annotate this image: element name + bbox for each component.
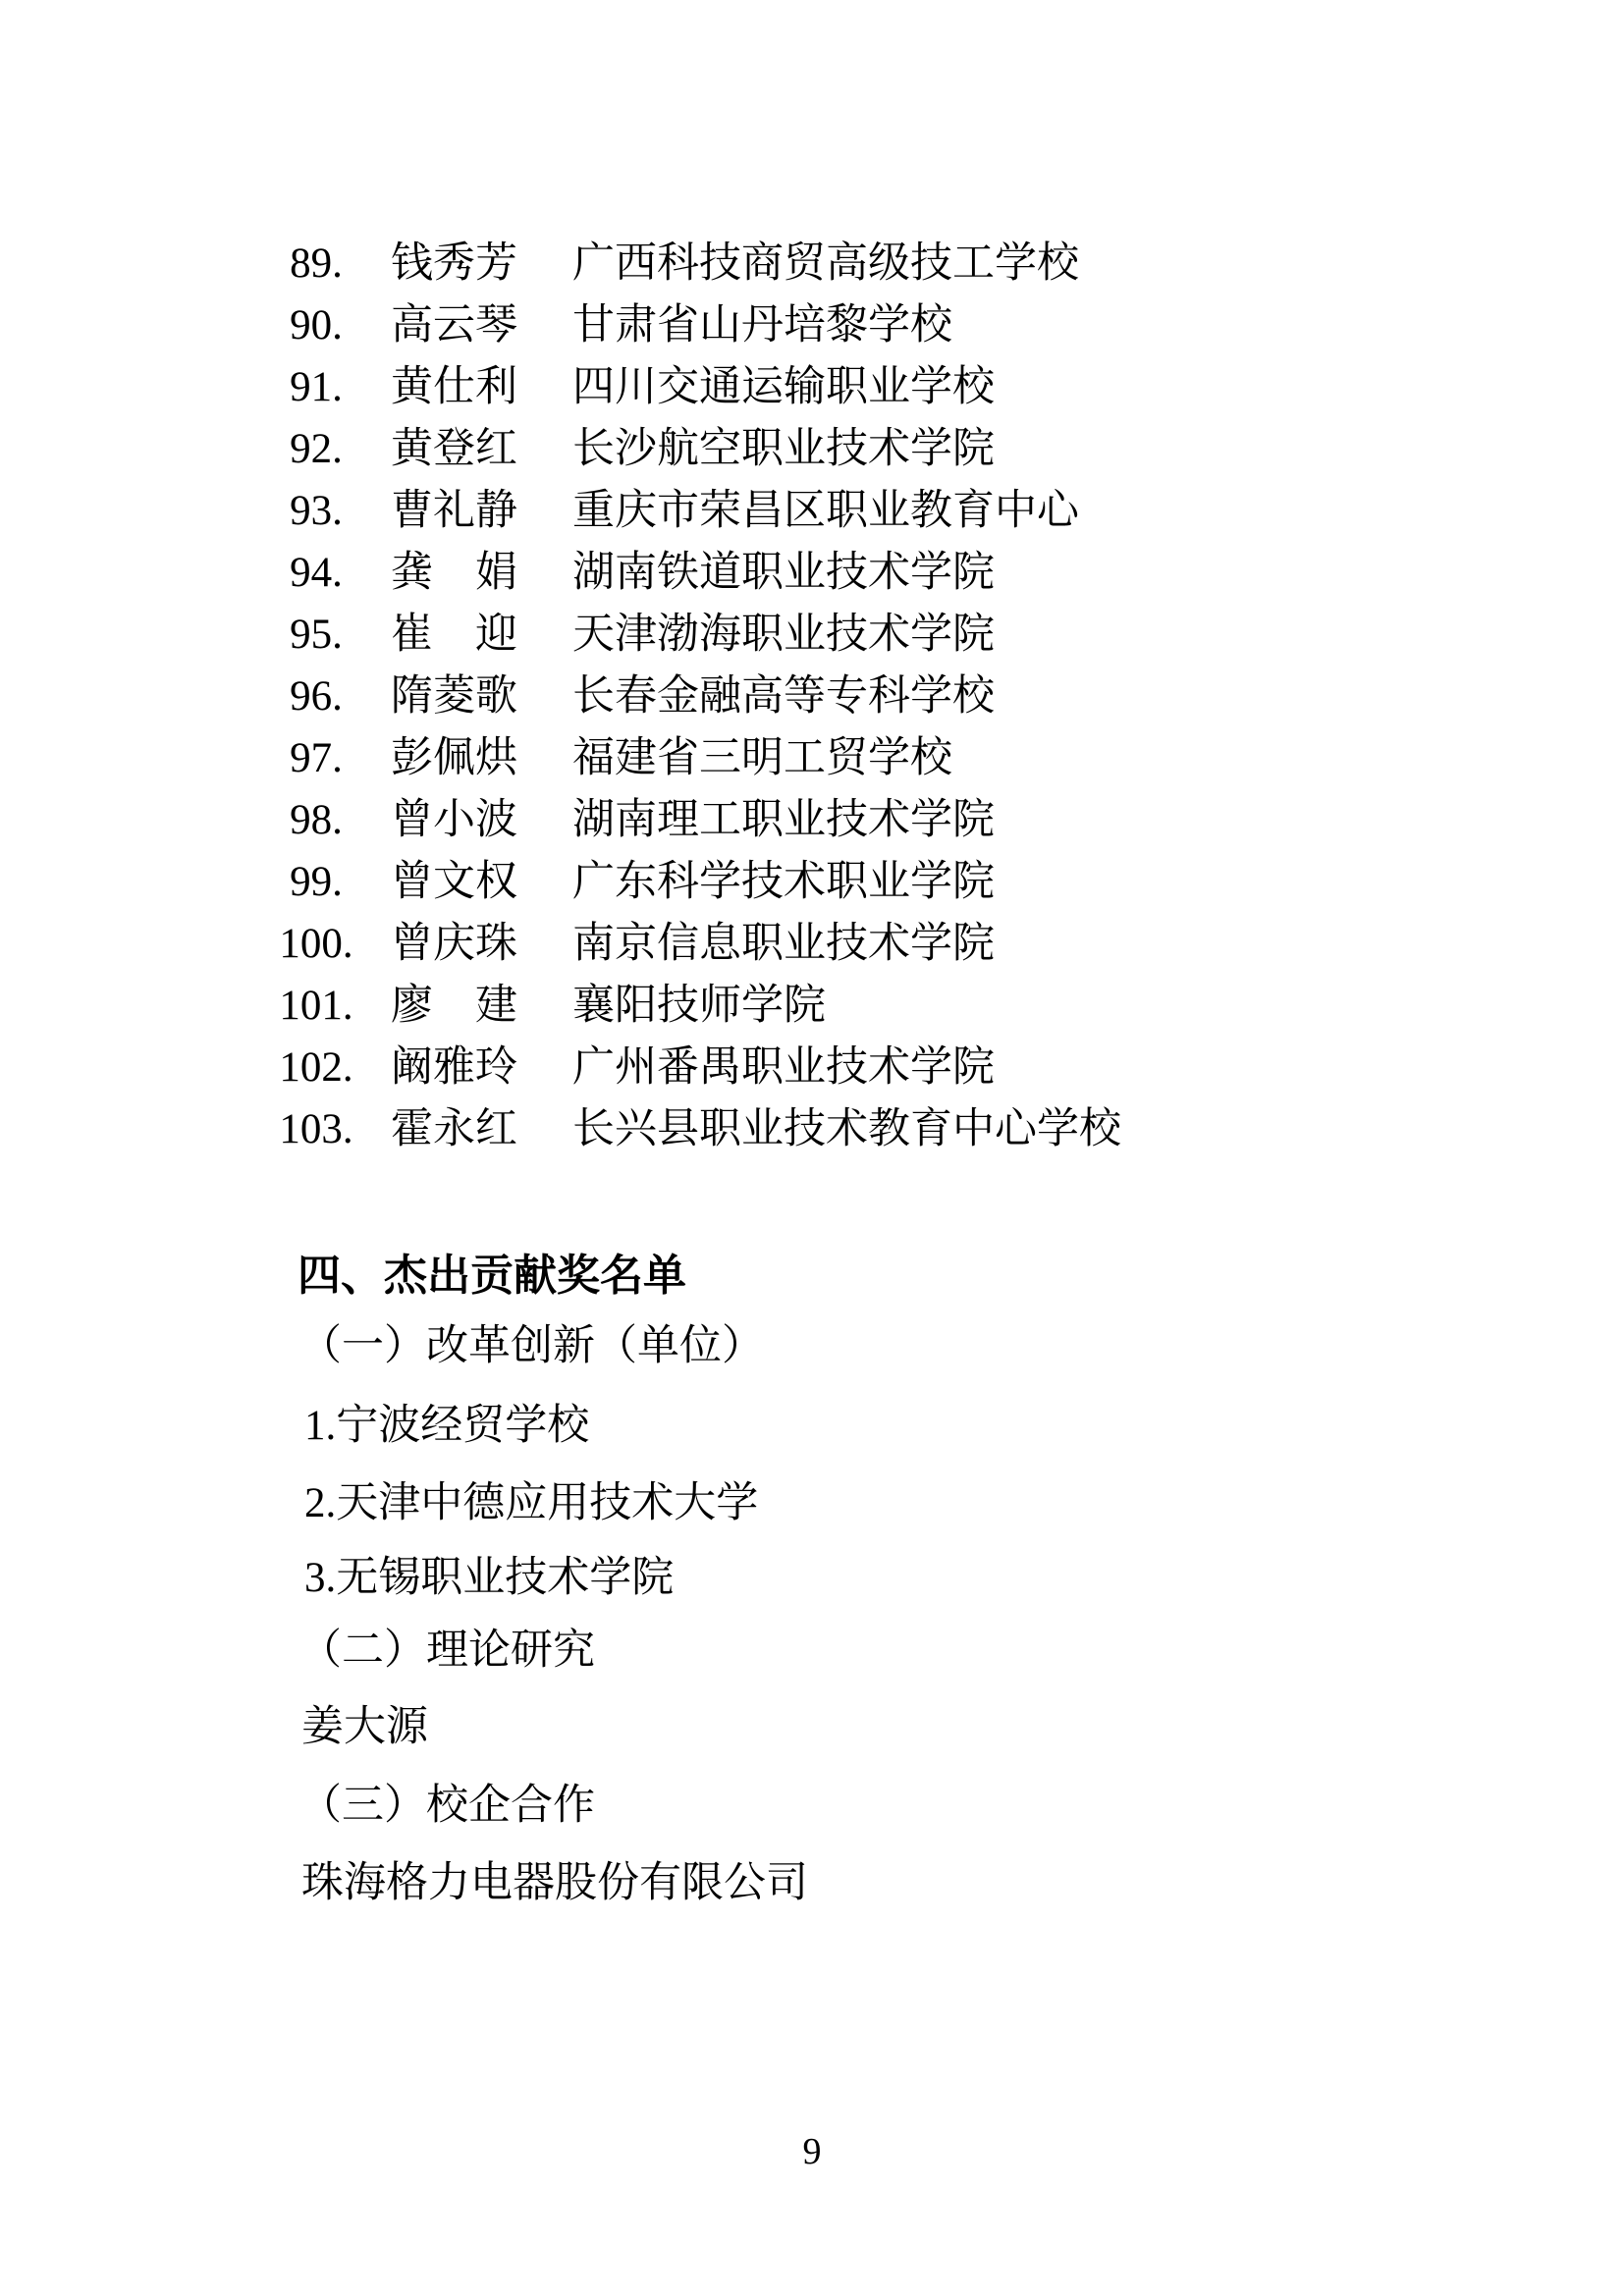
entry-school: 长兴县职业技术教育中心学校: [572, 1106, 1121, 1152]
entry-number: 93.: [290, 488, 343, 534]
entry-school: 广东科学技术职业学院: [572, 859, 995, 905]
list-item: 1.宁波经贸学校: [304, 1403, 590, 1449]
entry-name: 隋菱歌: [391, 673, 517, 720]
subsection-heading: （三）校企合作: [299, 1783, 595, 1829]
award-entry-row: [0, 365, 1624, 410]
entry-name: 曾文权: [391, 859, 517, 905]
entry-name: 黄登红: [391, 426, 517, 472]
entry-name: 黄仕利: [391, 364, 517, 410]
entry-number: 103.: [279, 1106, 353, 1152]
award-entry-row: [0, 736, 1624, 781]
entry-school: 广州番禺职业技术学院: [572, 1044, 995, 1091]
section-title: 四、杰出贡献奖名单: [298, 1252, 686, 1300]
entry-name: 阚雅玲: [391, 1044, 517, 1091]
entry-name: 崔 迎: [391, 612, 517, 658]
entry-number: 101.: [279, 983, 353, 1029]
award-entry-row: [0, 922, 1624, 967]
entry-number: 98.: [290, 797, 343, 843]
award-entry-row: [0, 674, 1624, 720]
list-item: 姜大源: [301, 1704, 428, 1750]
entry-name: 高云琴: [391, 302, 517, 348]
entry-name: 廖 建: [391, 983, 517, 1029]
award-entry-row: [0, 798, 1624, 843]
award-entry-row: [0, 427, 1624, 472]
entry-number: 92.: [290, 426, 343, 472]
entry-school: 天津渤海职业技术学院: [572, 612, 995, 658]
entry-number: 97.: [290, 735, 343, 781]
entry-school: 襄阳技师学院: [572, 983, 826, 1029]
entry-number: 99.: [290, 859, 343, 905]
award-entry-row: [0, 303, 1624, 348]
entry-school: 湖南铁道职业技术学院: [572, 550, 995, 596]
entry-name: 曹礼静: [391, 488, 517, 534]
award-entry-row: [0, 1107, 1624, 1152]
award-entry-row: [0, 241, 1624, 287]
entry-number: 94.: [290, 550, 343, 596]
award-entry-row: [0, 489, 1624, 534]
entry-name: 曾庆珠: [391, 921, 517, 967]
entry-school: 长春金融高等专科学校: [572, 673, 995, 720]
entry-name: 彭佩烘: [391, 735, 517, 781]
entry-number: 90.: [290, 302, 343, 348]
entry-school: 四川交通运输职业学校: [572, 364, 995, 410]
entry-number: 89.: [290, 240, 343, 287]
award-entry-row: [0, 613, 1624, 658]
award-entry-row: [0, 551, 1624, 596]
entry-school: 湖南理工职业技术学院: [572, 797, 995, 843]
list-item: 2.天津中德应用技术大学: [304, 1480, 759, 1526]
entry-number: 102.: [279, 1044, 353, 1091]
list-item: 3.无锡职业技术学院: [304, 1555, 675, 1601]
page-number: 9: [802, 2131, 822, 2172]
entry-school: 重庆市荣昌区职业教育中心: [572, 488, 1079, 534]
list-item: 珠海格力电器股份有限公司: [301, 1860, 808, 1906]
entry-number: 95.: [290, 612, 343, 658]
entry-name: 钱秀芳: [391, 240, 517, 287]
entry-school: 南京信息职业技术学院: [572, 921, 995, 967]
entry-name: 龚 娟: [391, 550, 517, 596]
award-entry-row: [0, 984, 1624, 1029]
award-entry-row: [0, 1045, 1624, 1091]
subsection-heading: （二）理论研究: [299, 1628, 595, 1674]
entry-school: 广西科技商贸高级技工学校: [572, 240, 1079, 287]
subsection-heading: （一）改革创新（单位）: [299, 1323, 764, 1369]
entry-school: 福建省三明工贸学校: [572, 735, 952, 781]
entry-school: 长沙航空职业技术学院: [572, 426, 995, 472]
award-entry-row: [0, 860, 1624, 905]
entry-number: 91.: [290, 364, 343, 410]
entry-school: 甘肃省山丹培黎学校: [572, 302, 952, 348]
entry-name: 霍永红: [391, 1106, 517, 1152]
entry-name: 曾小波: [391, 797, 517, 843]
entry-number: 96.: [290, 673, 343, 720]
entry-number: 100.: [279, 921, 353, 967]
